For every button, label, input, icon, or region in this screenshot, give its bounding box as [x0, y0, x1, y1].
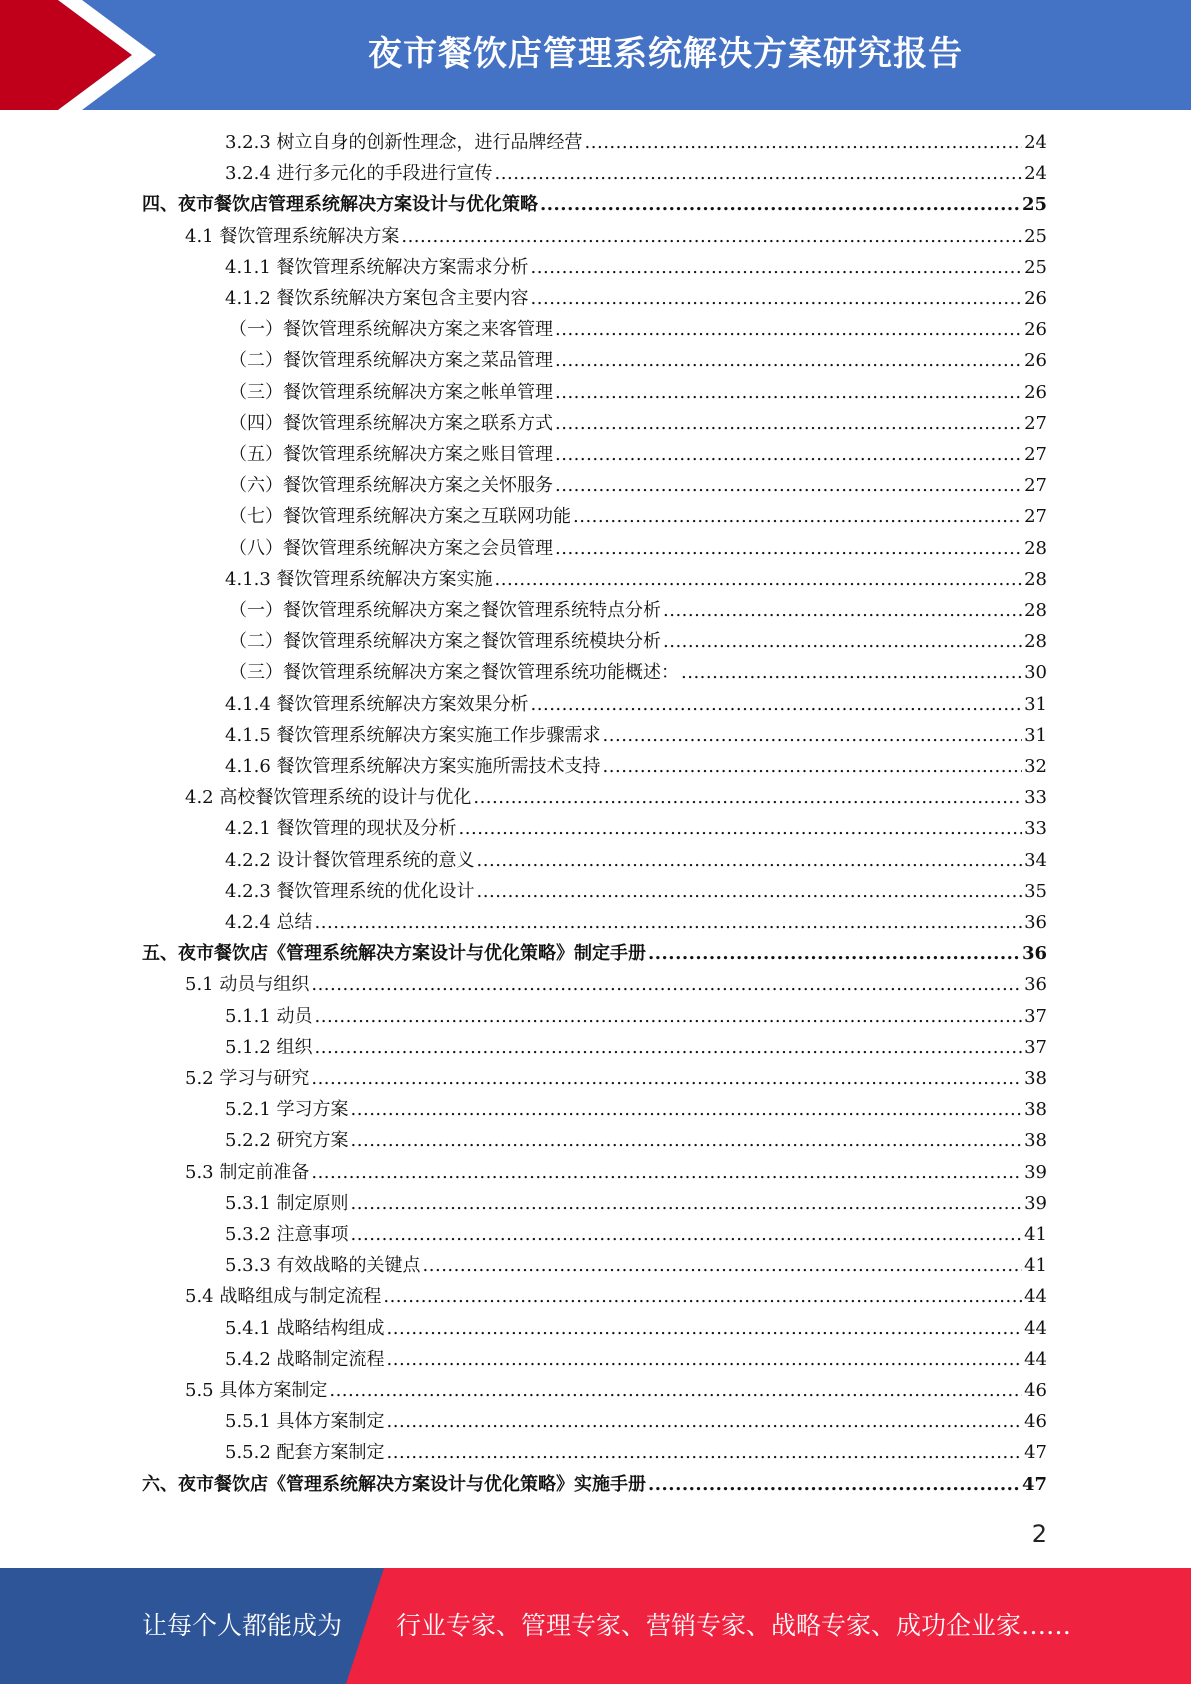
toc-entry-label: 5.1.2 组织 [225, 1037, 313, 1058]
toc-entry-page: 27 [1024, 444, 1047, 465]
toc-entry-page: 47 [1024, 1442, 1047, 1463]
toc-entry-label: 4.1.6 餐饮管理系统解决方案实施所需技术支持 [225, 756, 601, 777]
page-number: 2 [1031, 1520, 1047, 1548]
toc-entry-label: 四、夜市餐饮店管理系统解决方案设计与优化策略 [142, 194, 538, 215]
toc-dot-leader [555, 382, 1022, 403]
toc-entry[interactable] [225, 658, 1047, 689]
toc-dot-leader [351, 1193, 1023, 1214]
toc-entry-page: 41 [1024, 1224, 1047, 1245]
toc-entry-page: 38 [1024, 1068, 1047, 1089]
toc-entry-label: 5.3.3 有效战略的关键点 [225, 1255, 421, 1276]
toc-entry-page: 44 [1024, 1318, 1047, 1339]
toc-entry[interactable] [225, 846, 1047, 877]
document-title: 夜市餐饮店管理系统解决方案研究报告 [368, 34, 963, 74]
toc-entry[interactable] [185, 1158, 1047, 1189]
toc-entry-label: （三）餐饮管理系统解决方案之帐单管理 [229, 382, 553, 403]
toc-entry[interactable] [225, 471, 1047, 502]
toc-entry[interactable] [185, 222, 1047, 253]
toc-entry[interactable] [225, 440, 1047, 471]
toc-dot-leader [383, 1286, 1022, 1307]
toc-entry-label: 5.4.1 战略结构组成 [225, 1318, 385, 1339]
toc-dot-leader [648, 1474, 1020, 1495]
toc-entry[interactable] [225, 814, 1047, 845]
toc-dot-leader [555, 475, 1022, 496]
toc-entry-label: （二）餐饮管理系统解决方案之餐饮管理系统模块分析 [229, 631, 661, 652]
toc-dot-leader [311, 1068, 1022, 1089]
toc-dot-leader [495, 569, 1023, 590]
toc-entry[interactable] [185, 1376, 1047, 1407]
toc-entry[interactable] [225, 1345, 1047, 1376]
toc-dot-leader [351, 1099, 1023, 1120]
toc-entry-page: 36 [1021, 943, 1047, 964]
toc-entry-label: 5.2 学习与研究 [185, 1068, 310, 1089]
toc-dot-leader [423, 1255, 1023, 1276]
toc-dot-leader [495, 163, 1023, 184]
toc-entry-page: 28 [1024, 569, 1047, 590]
toc-dot-leader [555, 538, 1022, 559]
page-header [0, 0, 1191, 110]
toc-entry-page: 25 [1024, 257, 1047, 278]
toc-entry-label: 4.1.3 餐饮管理系统解决方案实施 [225, 569, 493, 590]
footer-slogan-right: 行业专家、管理专家、营销专家、战略专家、成功企业家…… [396, 1611, 1072, 1640]
toc-entry-page: 30 [1024, 662, 1047, 683]
toc-dot-leader [663, 631, 1022, 652]
toc-dot-leader [585, 132, 1023, 153]
toc-entry[interactable] [225, 1033, 1047, 1064]
toc-entry[interactable] [225, 253, 1047, 284]
toc-entry-page: 46 [1024, 1380, 1047, 1401]
page-footer [0, 1568, 1191, 1684]
toc-dot-leader [540, 194, 1020, 215]
toc-entry[interactable] [225, 315, 1047, 346]
toc-dot-leader [329, 1380, 1022, 1401]
toc-entry-page: 44 [1024, 1349, 1047, 1370]
toc-entry-page: 24 [1024, 132, 1047, 153]
toc-dot-leader [311, 1162, 1022, 1183]
toc-entry-label: （五）餐饮管理系统解决方案之账目管理 [229, 444, 553, 465]
toc-entry[interactable] [225, 1220, 1047, 1251]
toc-entry[interactable] [225, 752, 1047, 783]
toc-entry-page: 28 [1024, 538, 1047, 559]
toc-entry[interactable] [225, 627, 1047, 658]
toc-dot-leader [477, 881, 1023, 902]
toc-dot-leader [681, 662, 1022, 683]
toc-entry-page: 38 [1024, 1130, 1047, 1151]
toc-dot-leader [387, 1442, 1023, 1463]
toc-entry-page: 26 [1024, 319, 1047, 340]
toc-entry-page: 25 [1024, 226, 1047, 247]
toc-entry[interactable] [225, 1438, 1047, 1469]
toc-entry-label: 4.2.4 总结 [225, 912, 313, 933]
toc-entry[interactable] [225, 159, 1047, 190]
toc-entry[interactable] [225, 908, 1047, 939]
toc-entry-page: 27 [1024, 413, 1047, 434]
toc-dot-leader [351, 1224, 1023, 1245]
toc-entry[interactable] [225, 346, 1047, 377]
toc-entry[interactable] [142, 939, 1047, 970]
toc-dot-leader [387, 1318, 1023, 1339]
toc-dot-leader [477, 850, 1023, 871]
toc-entry[interactable] [225, 565, 1047, 596]
toc-entry[interactable] [225, 378, 1047, 409]
toc-entry-page: 27 [1024, 475, 1047, 496]
toc-entry-label: 4.2 高校餐饮管理系统的设计与优化 [185, 787, 472, 808]
toc-entry-label: 5.1 动员与组织 [185, 974, 310, 995]
toc-entry[interactable] [225, 1189, 1047, 1220]
toc-entry-page: 31 [1024, 725, 1047, 746]
toc-dot-leader [555, 350, 1022, 371]
toc-entry[interactable] [225, 690, 1047, 721]
toc-entry[interactable] [225, 596, 1047, 627]
toc-entry[interactable] [225, 128, 1047, 159]
toc-entry-label: 4.1 餐饮管理系统解决方案 [185, 226, 400, 247]
toc-entry[interactable] [225, 1314, 1047, 1345]
toc-entry-label: （一）餐饮管理系统解决方案之餐饮管理系统特点分析 [229, 600, 661, 621]
toc-entry-page: 24 [1024, 163, 1047, 184]
toc-entry-page: 37 [1024, 1006, 1047, 1027]
toc-entry-page: 39 [1024, 1162, 1047, 1183]
toc-dot-leader [531, 694, 1023, 715]
toc-dot-leader [573, 506, 1022, 527]
toc-entry-label: 3.2.4 进行多元化的手段进行宣传 [225, 163, 493, 184]
toc-entry[interactable] [142, 190, 1047, 221]
toc-entry-label: 3.2.3 树立自身的创新性理念，进行品牌经营 [225, 132, 583, 153]
toc-dot-leader [555, 413, 1022, 434]
toc-entry[interactable] [225, 721, 1047, 752]
toc-entry-page: 26 [1024, 382, 1047, 403]
toc-entry-page: 34 [1024, 850, 1047, 871]
toc-entry[interactable] [185, 1282, 1047, 1313]
toc-dot-leader [663, 600, 1022, 621]
toc-dot-leader [531, 257, 1023, 278]
toc-entry[interactable] [185, 783, 1047, 814]
toc-entry[interactable] [225, 1407, 1047, 1438]
toc-entry-page: 38 [1024, 1099, 1047, 1120]
toc-dot-leader [555, 444, 1022, 465]
toc-entry-page: 31 [1024, 694, 1047, 715]
toc-entry[interactable] [185, 1064, 1047, 1095]
toc-entry[interactable] [225, 502, 1047, 533]
toc-entry-page: 39 [1024, 1193, 1047, 1214]
toc-dot-leader [315, 1006, 1023, 1027]
toc-entry-label: 5.3.1 制定原则 [225, 1193, 349, 1214]
toc-dot-leader [401, 226, 1022, 247]
toc-entry-label: 4.2.2 设计餐饮管理系统的意义 [225, 850, 475, 871]
toc-entry[interactable] [225, 409, 1047, 440]
toc-entry[interactable] [225, 284, 1047, 315]
toc-entry-label: 5.5 具体方案制定 [185, 1380, 328, 1401]
toc-entry-page: 26 [1024, 288, 1047, 309]
toc-entry-page: 35 [1024, 881, 1047, 902]
toc-dot-leader [387, 1411, 1023, 1432]
toc-dot-leader [387, 1349, 1023, 1370]
toc-entry-label: （六）餐饮管理系统解决方案之关怀服务 [229, 475, 553, 496]
toc-entry-label: 4.2.1 餐饮管理的现状及分析 [225, 818, 457, 839]
toc-entry-page: 33 [1024, 787, 1047, 808]
toc-dot-leader [603, 725, 1023, 746]
toc-entry-label: （四）餐饮管理系统解决方案之联系方式 [229, 413, 553, 434]
toc-entry-label: 5.5.1 具体方案制定 [225, 1411, 385, 1432]
toc-dot-leader [648, 943, 1020, 964]
toc-dot-leader [531, 288, 1023, 309]
toc-entry[interactable] [185, 970, 1047, 1001]
toc-entry-label: 5.5.2 配套方案制定 [225, 1442, 385, 1463]
toc-entry[interactable] [225, 534, 1047, 565]
toc-entry[interactable] [225, 1126, 1047, 1157]
toc-entry-label: 5.4.2 战略制定流程 [225, 1349, 385, 1370]
toc-entry-page: 28 [1024, 631, 1047, 652]
toc-entry-label: 5.2.1 学习方案 [225, 1099, 349, 1120]
toc-entry-page: 46 [1024, 1411, 1047, 1432]
footer-slogan-left: 让每个人都能成为 [142, 1611, 343, 1640]
toc-dot-leader [315, 912, 1023, 933]
toc-entry-label: 4.2.3 餐饮管理系统的优化设计 [225, 881, 475, 902]
toc-entry-page: 41 [1024, 1255, 1047, 1276]
toc-entry-page: 44 [1024, 1286, 1047, 1307]
toc-entry-label: 4.1.1 餐饮管理系统解决方案需求分析 [225, 257, 529, 278]
toc-entry-page: 33 [1024, 818, 1047, 839]
toc-entry-page: 37 [1024, 1037, 1047, 1058]
toc-entry[interactable] [225, 1251, 1047, 1282]
toc-entry[interactable] [142, 1470, 1047, 1501]
toc-entry-label: 4.1.2 餐饮系统解决方案包含主要内容 [225, 288, 529, 309]
toc-dot-leader [603, 756, 1023, 777]
toc-entry-page: 36 [1024, 974, 1047, 995]
toc-entry-label: 五、夜市餐饮店《管理系统解决方案设计与优化策略》制定手册 [142, 943, 646, 964]
toc-entry-label: 5.3 制定前准备 [185, 1162, 310, 1183]
toc-entry-label: 4.1.4 餐饮管理系统解决方案效果分析 [225, 694, 529, 715]
toc-entry-label: 5.3.2 注意事项 [225, 1224, 349, 1245]
toc-entry-page: 47 [1021, 1474, 1047, 1495]
toc-entry-label: （二）餐饮管理系统解决方案之菜品管理 [229, 350, 553, 371]
toc-entry[interactable] [225, 877, 1047, 908]
toc-dot-leader [459, 818, 1023, 839]
toc-entry-label: 5.2.2 研究方案 [225, 1130, 349, 1151]
toc-dot-leader [473, 787, 1022, 808]
toc-entry-page: 32 [1024, 756, 1047, 777]
toc-entry[interactable] [225, 1095, 1047, 1126]
toc-entry-page: 27 [1024, 506, 1047, 527]
toc-entry-page: 28 [1024, 600, 1047, 621]
toc-entry-label: （三）餐饮管理系统解决方案之餐饮管理系统功能概述： [229, 662, 679, 683]
toc-entry-label: 5.1.1 动员 [225, 1006, 313, 1027]
toc-entry-page: 36 [1024, 912, 1047, 933]
toc-entry-label: （七）餐饮管理系统解决方案之互联网功能 [229, 506, 571, 527]
toc-dot-leader [311, 974, 1022, 995]
toc-entry-label: 4.1.5 餐饮管理系统解决方案实施工作步骤需求 [225, 725, 601, 746]
toc-entry-label: 5.4 战略组成与制定流程 [185, 1286, 382, 1307]
toc-dot-leader [351, 1130, 1023, 1151]
toc-entry-label: （一）餐饮管理系统解决方案之来客管理 [229, 319, 553, 340]
toc-dot-leader [555, 319, 1022, 340]
toc-entry-label: 六、夜市餐饮店《管理系统解决方案设计与优化策略》实施手册 [142, 1474, 646, 1495]
toc-entry-page: 26 [1024, 350, 1047, 371]
toc-entry-label: （八）餐饮管理系统解决方案之会员管理 [229, 538, 553, 559]
toc-entry[interactable] [225, 1002, 1047, 1033]
toc-dot-leader [315, 1037, 1023, 1058]
toc-entry-page: 25 [1021, 194, 1047, 215]
